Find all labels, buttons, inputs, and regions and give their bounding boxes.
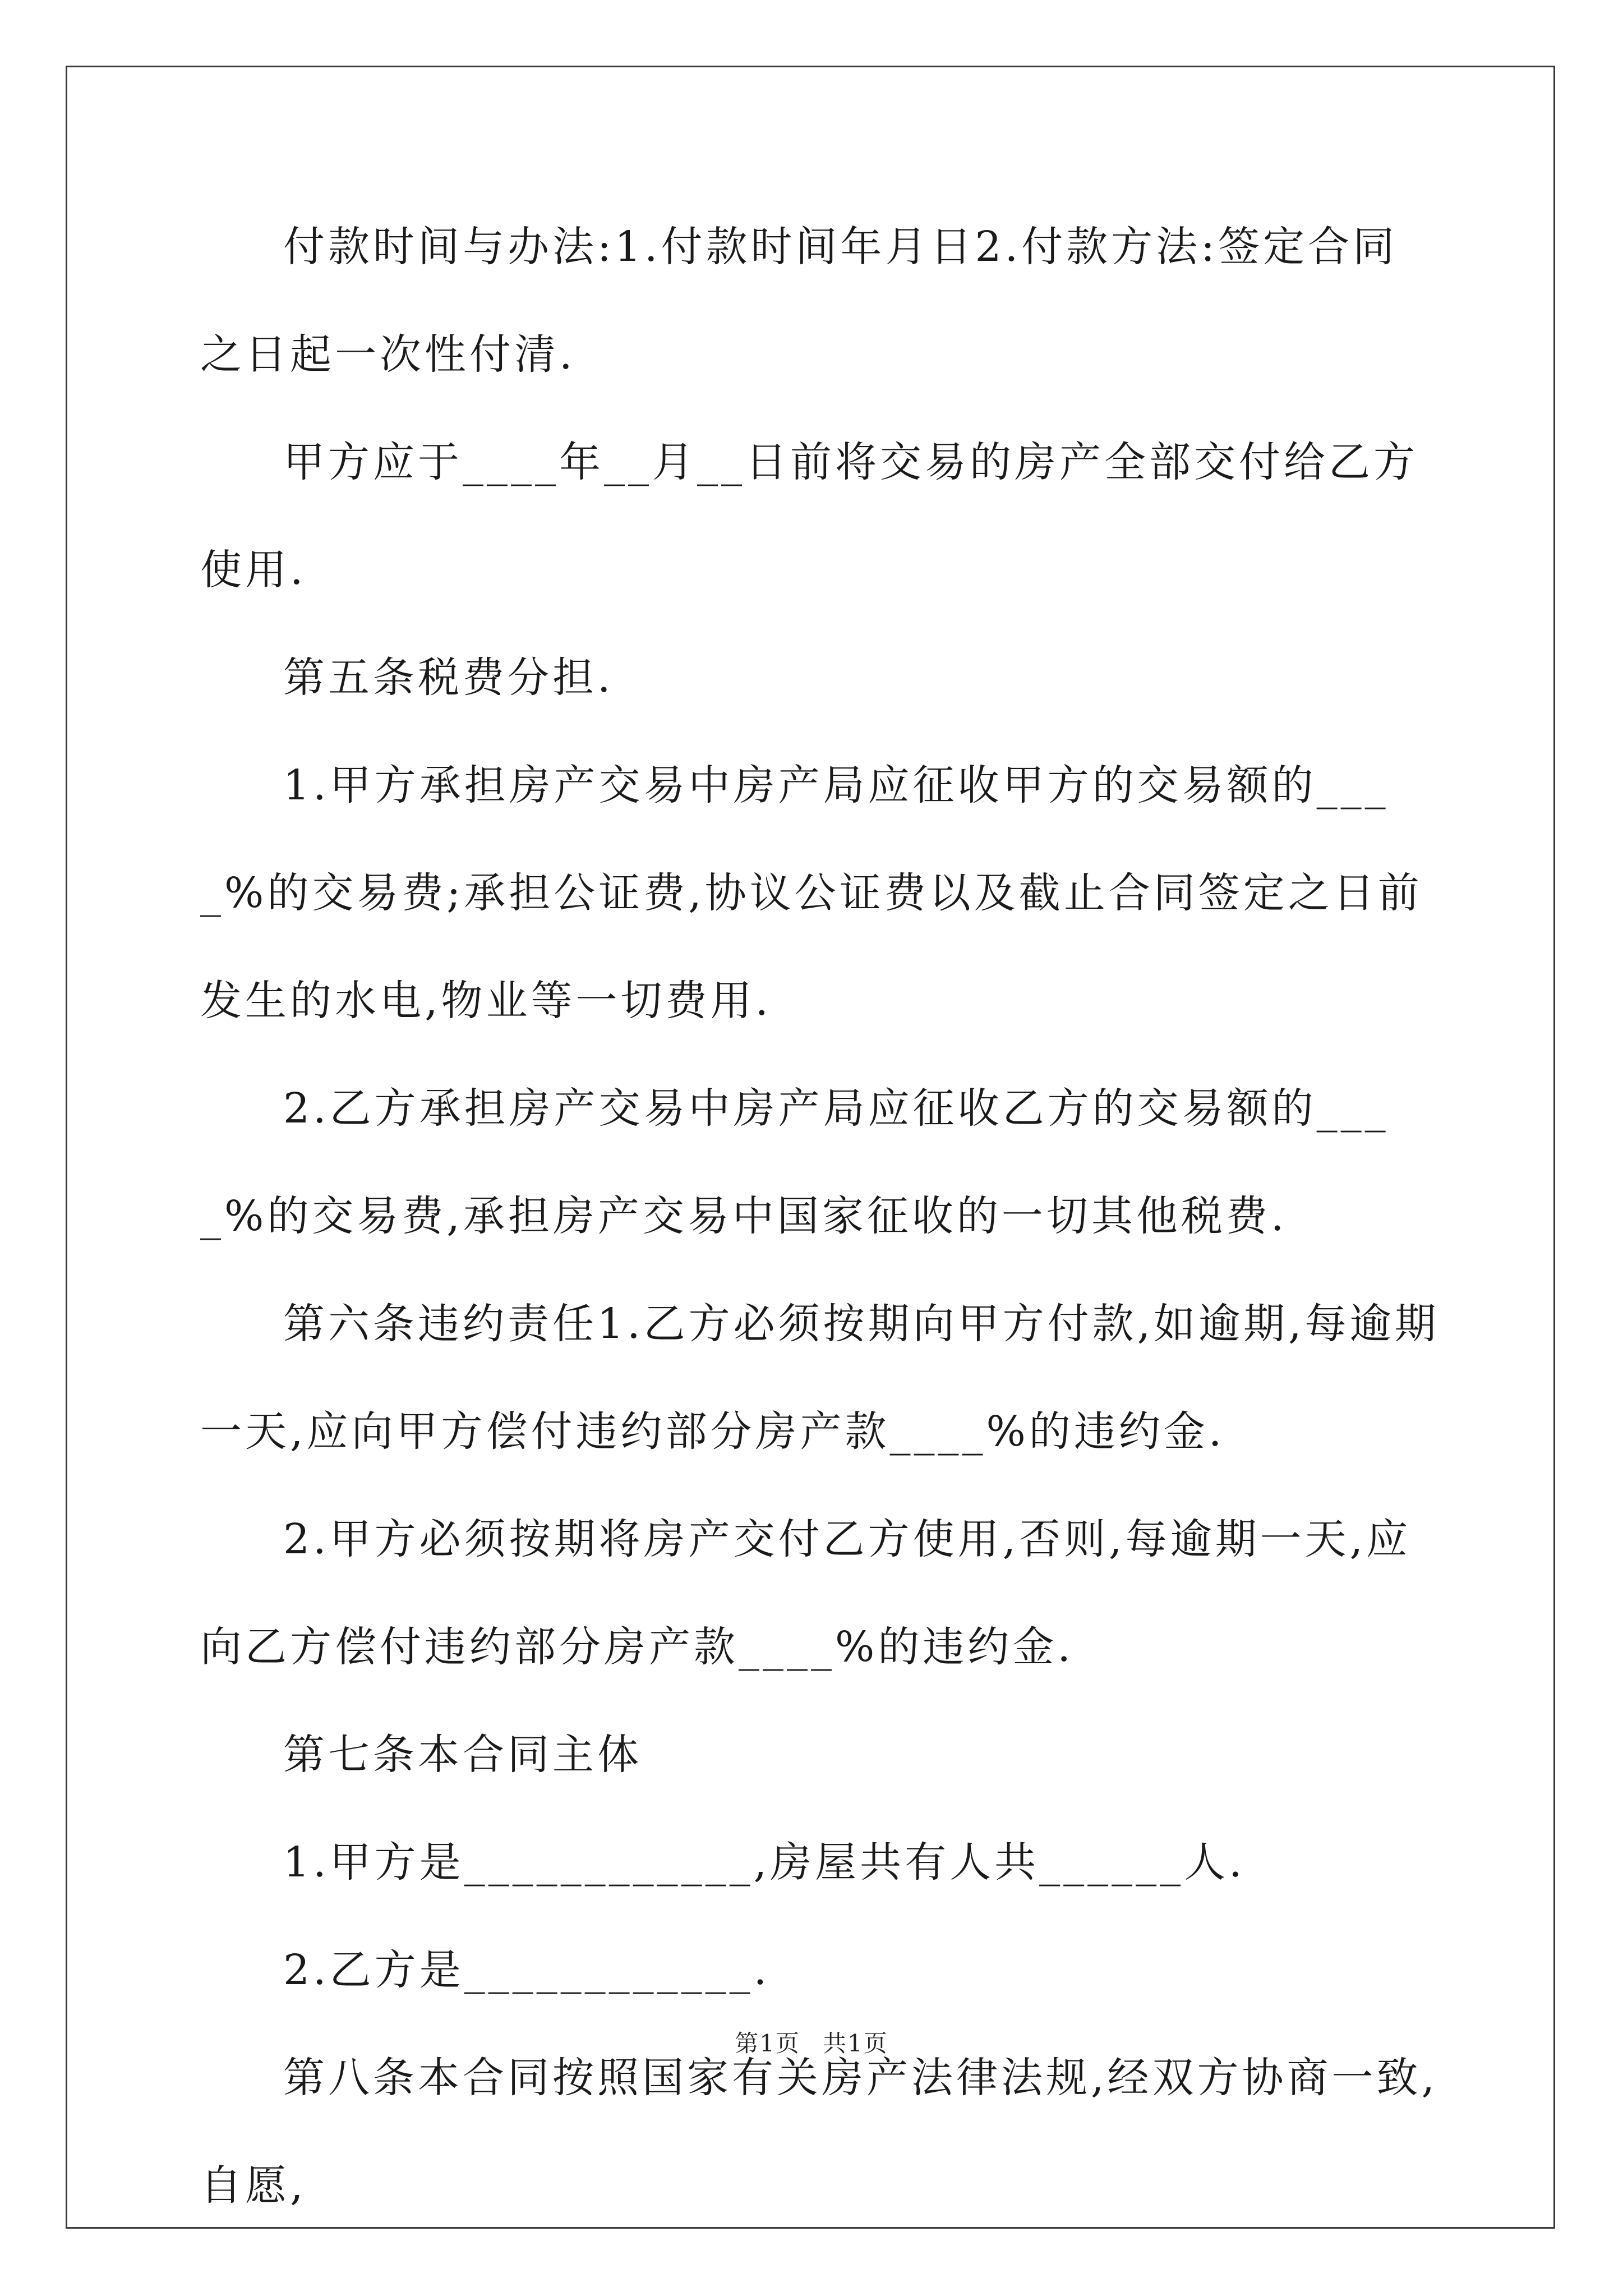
- paragraph-article-7-item-2: 2.乙方是____________.: [283, 1946, 771, 1994]
- paragraph-payment-terms: 付款时间与办法:1.付款时间年月日2.付款方法:签定合同之日起一次性付清.: [200, 223, 1398, 379]
- document-body: [200, 193, 1440, 2239]
- page-footer: [0, 2025, 1623, 2059]
- page-number-total: 共1页: [823, 2030, 888, 2057]
- paragraph-article-7-item-1: 1.甲方是____________,房屋共有人共______人.: [283, 1838, 1246, 1887]
- paragraph-article-5-item-1: 1.甲方承担房产交易中房产局应征收甲方的交易额的____%的交易费;承担公证费,协议公证费以及截止合同签定之日前发生的水电,物业等一切费用.: [200, 761, 1423, 1025]
- paragraph-article-8: 第八条本合同按照国家有关房产法律法规,经双方协商一致,自愿,: [200, 2054, 1438, 2210]
- page-number-current: 第1页: [735, 2030, 800, 2057]
- paragraph-article-6-item-1: 第六条违约责任1.乙方必须按期向甲方付款,如逾期,每逾期一天,应向甲方偿付违约部分房产款____%的违约金.: [200, 1300, 1440, 1456]
- paragraph-delivery-date: 甲方应于____年__月__日前将交易的房产全部交付给乙方使用.: [200, 438, 1418, 594]
- paragraph-article-5-item-2: 2.乙方承担房产交易中房产局应征收乙方的交易额的____%的交易费,承担房产交易中国家征收的一切其他税费.: [200, 1084, 1389, 1240]
- paragraph-article-7-heading: 第七条本合同主体: [283, 1731, 642, 1779]
- paragraph-article-5-heading: 第五条税费分担.: [283, 654, 614, 702]
- paragraph-article-6-item-2: 2.甲方必须按期将房产交付乙方使用,否则,每逾期一天,应向乙方偿付违约部分房产款____%的违约金.: [200, 1515, 1412, 1671]
